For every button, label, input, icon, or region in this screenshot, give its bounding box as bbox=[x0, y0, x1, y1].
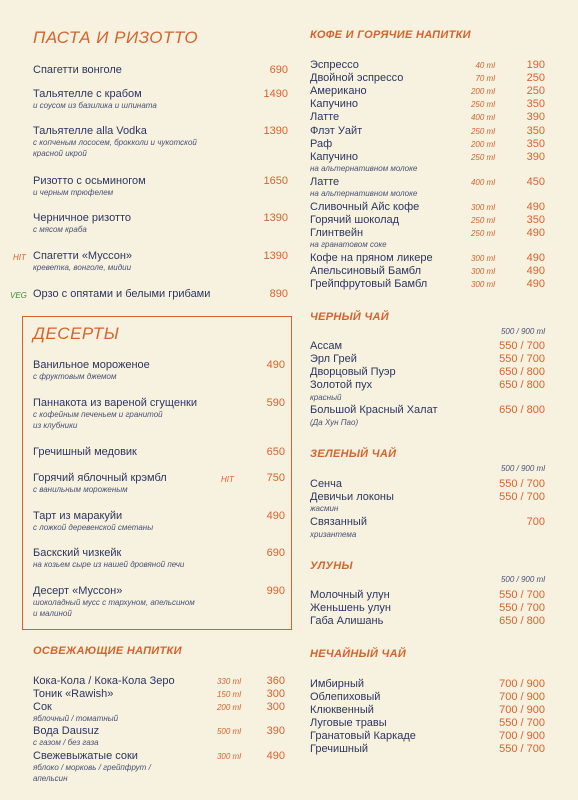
item-description: креветка, вонголе, мидии bbox=[33, 263, 132, 272]
veg-badge: VEG bbox=[10, 291, 27, 300]
item-price: 300 bbox=[266, 701, 285, 713]
drink-row bbox=[33, 675, 285, 688]
item-name: Эспрессо bbox=[310, 59, 359, 71]
item-name: Золотой пух bbox=[310, 379, 373, 391]
item-price: 350 bbox=[526, 98, 545, 110]
item-name: Тарт из маракуйи bbox=[33, 510, 123, 522]
menu-item bbox=[33, 250, 288, 274]
dessert-item bbox=[33, 446, 285, 459]
item-description: на альтернативном молоке bbox=[310, 189, 418, 198]
volume-header: 500 / 900 ml bbox=[500, 575, 545, 584]
item-volume: 400 ml bbox=[470, 178, 495, 187]
item-name: Латте bbox=[310, 176, 340, 188]
drink-row bbox=[33, 701, 285, 714]
item-name: Кока-Кола / Кока-Кола Зеро bbox=[33, 675, 175, 687]
item-name: Черничное ризотто bbox=[33, 212, 132, 224]
item-price: 1650 bbox=[263, 175, 288, 187]
item-price: 700 / 900 bbox=[499, 704, 545, 716]
menu-item bbox=[33, 88, 288, 112]
tea-row bbox=[310, 615, 545, 628]
item-name: Вода Dausuz bbox=[33, 725, 100, 737]
item-name: Гречишный медовик bbox=[33, 446, 137, 458]
item-name: Спагетти вонголе bbox=[33, 64, 122, 76]
item-price: 360 bbox=[266, 675, 285, 687]
item-price: 700 / 900 bbox=[499, 730, 545, 742]
item-volume: 300 ml bbox=[470, 203, 495, 212]
drink-row bbox=[310, 265, 545, 278]
item-price: 1390 bbox=[263, 212, 288, 224]
item-volume: 200 ml bbox=[470, 87, 495, 96]
dessert-item bbox=[33, 397, 285, 431]
item-volume: 300 ml bbox=[470, 267, 495, 276]
drink-row bbox=[310, 227, 545, 240]
item-description: яблочный / томатный bbox=[33, 714, 119, 723]
item-price: 490 bbox=[266, 359, 285, 371]
item-price: 650 / 800 bbox=[499, 366, 545, 378]
item-name: Клюквенный bbox=[310, 704, 374, 716]
item-price: 550 / 700 bbox=[499, 589, 545, 601]
item-name: Глинтвейн bbox=[310, 227, 364, 239]
item-volume: 150 ml bbox=[216, 690, 241, 699]
item-name: Большой Красный Халат bbox=[310, 404, 438, 416]
item-volume: 250 ml bbox=[470, 127, 495, 136]
item-price: 390 bbox=[526, 151, 545, 163]
item-description: с фруктовым джемом bbox=[33, 372, 117, 381]
drink-row bbox=[310, 59, 545, 72]
item-name: Десерт «Муссон» bbox=[33, 585, 123, 597]
item-description: с мясом краба bbox=[33, 225, 87, 234]
drink-row bbox=[310, 111, 545, 124]
tea-row bbox=[310, 516, 545, 529]
dessert-item bbox=[33, 472, 285, 496]
menu-item bbox=[33, 212, 288, 236]
item-description: с кофейным печеньем и гранитой bbox=[33, 410, 163, 419]
item-volume: 250 ml bbox=[470, 216, 495, 225]
drink-row bbox=[310, 151, 545, 164]
item-description: красный bbox=[310, 393, 342, 402]
tea-row bbox=[310, 717, 545, 730]
item-description-line2: из клубники bbox=[33, 420, 78, 430]
item-name: Гранатовый Каркаде bbox=[310, 730, 416, 742]
oolong-section-title: УЛУНЫ bbox=[310, 560, 353, 572]
menu-item bbox=[33, 175, 288, 199]
item-price: 1390 bbox=[263, 250, 288, 262]
item-volume: 250 ml bbox=[470, 229, 495, 238]
item-price: 390 bbox=[266, 725, 285, 737]
item-price: 300 bbox=[266, 688, 285, 700]
item-name: Тальятелле alla Vodka bbox=[33, 125, 147, 137]
item-name: Баскский чизкейк bbox=[33, 547, 122, 559]
item-description-line2: апельсин bbox=[33, 774, 68, 783]
item-name: Ванильное мороженое bbox=[33, 359, 150, 371]
item-name: Капучино bbox=[310, 98, 359, 110]
item-name: Сок bbox=[33, 701, 52, 713]
item-volume: 300 ml bbox=[216, 752, 241, 761]
item-description: на козьем сыре из нашей дровяной печи bbox=[33, 560, 185, 569]
tea-row bbox=[310, 491, 545, 504]
menu-item bbox=[33, 288, 288, 301]
item-description-line2: и малиной bbox=[33, 608, 72, 618]
item-description: с газом / без газа bbox=[33, 738, 99, 747]
black-tea-section-title: ЧЕРНЫЙ ЧАЙ bbox=[310, 311, 390, 323]
item-price: 490 bbox=[526, 278, 545, 290]
item-price: 350 bbox=[526, 138, 545, 150]
item-description: жасмин bbox=[310, 504, 339, 513]
item-volume: 400 ml bbox=[470, 113, 495, 122]
item-description: на гранатовом соке bbox=[310, 240, 387, 249]
item-price: 550 / 700 bbox=[499, 717, 545, 729]
item-volume: 330 ml bbox=[216, 677, 241, 686]
item-volume: 250 ml bbox=[470, 100, 495, 109]
item-price: 550 / 700 bbox=[499, 340, 545, 352]
dessert-item bbox=[33, 547, 285, 571]
herbal-tea-section-title: НЕЧАЙНЫЙ ЧАЙ bbox=[310, 648, 407, 660]
item-name: Грейпфрутовый Бамбл bbox=[310, 278, 428, 290]
tea-row bbox=[310, 340, 545, 353]
item-name: Луговые травы bbox=[310, 717, 387, 729]
item-price: 700 / 900 bbox=[499, 691, 545, 703]
item-description: на альтернативном молоке bbox=[310, 164, 418, 173]
item-name: Кофе на пряном ликере bbox=[310, 252, 433, 264]
item-name: Апельсиновый Бамбл bbox=[310, 265, 421, 277]
item-volume: 40 ml bbox=[475, 61, 495, 70]
item-price: 650 bbox=[266, 446, 285, 458]
item-price: 490 bbox=[526, 227, 545, 239]
dessert-item bbox=[33, 585, 285, 619]
item-volume: 500 ml bbox=[216, 727, 241, 736]
item-price: 390 bbox=[526, 111, 545, 123]
item-name: Женьшень улун bbox=[310, 602, 392, 614]
pasta-section-title: ПАСТА И РИЗОТТО bbox=[33, 28, 199, 47]
tea-row bbox=[310, 704, 545, 717]
tea-row bbox=[310, 678, 545, 691]
drink-row bbox=[310, 138, 545, 151]
item-name: Связанный bbox=[310, 516, 367, 528]
drink-row bbox=[33, 688, 285, 701]
item-price: 550 / 700 bbox=[499, 743, 545, 755]
item-description: яблоко / морковь / грейпфрут / bbox=[33, 763, 151, 772]
green-tea-section-title: ЗЕЛЕНЫЙ ЧАЙ bbox=[310, 448, 397, 460]
item-price: 490 bbox=[526, 201, 545, 213]
tea-row bbox=[310, 379, 545, 392]
item-name: Латте bbox=[310, 111, 340, 123]
item-volume: 200 ml bbox=[216, 703, 241, 712]
item-price: 700 / 900 bbox=[499, 678, 545, 690]
drink-row bbox=[310, 278, 545, 291]
item-price: 990 bbox=[266, 585, 285, 597]
item-volume: 300 ml bbox=[470, 254, 495, 263]
drink-row bbox=[310, 98, 545, 111]
tea-row bbox=[310, 353, 545, 366]
item-name: Сливочный Айс кофе bbox=[310, 201, 420, 213]
item-price: 350 bbox=[526, 214, 545, 226]
desserts-section-title: ДЕСЕРТЫ bbox=[33, 324, 120, 343]
item-name: Раф bbox=[310, 138, 333, 150]
drink-row bbox=[310, 72, 545, 85]
item-price: 350 bbox=[526, 125, 545, 137]
item-name: Паннакота из вареной сгущенки bbox=[33, 397, 197, 409]
tea-row bbox=[310, 730, 545, 743]
item-name: Флэт Уайт bbox=[310, 125, 363, 137]
item-price: 690 bbox=[266, 547, 285, 559]
item-description: с ванильным мороженым bbox=[33, 485, 128, 494]
item-price: 250 bbox=[526, 85, 545, 97]
item-price: 190 bbox=[526, 59, 545, 71]
item-name: Ассам bbox=[310, 340, 343, 352]
item-name: Орзо с опятами и белыми грибами bbox=[33, 288, 211, 300]
hit-badge: HIT bbox=[13, 253, 26, 262]
menu-item bbox=[33, 125, 288, 159]
drink-row bbox=[310, 214, 545, 227]
item-name: Горячий шоколад bbox=[310, 214, 400, 226]
item-price: 490 bbox=[526, 252, 545, 264]
item-name: Горячий яблочный крэмбл bbox=[33, 472, 167, 484]
item-description: и черным трюфелем bbox=[33, 188, 114, 197]
item-price: 550 / 700 bbox=[499, 478, 545, 490]
drink-row bbox=[310, 125, 545, 138]
item-name: Капучино bbox=[310, 151, 359, 163]
item-price: 700 bbox=[526, 516, 545, 528]
item-price: 590 bbox=[266, 397, 285, 409]
item-description: шоколадный мусс с тархуном, апельсином bbox=[33, 598, 195, 607]
item-price: 650 / 800 bbox=[499, 379, 545, 391]
item-name: Облепиховый bbox=[310, 691, 381, 703]
item-description-line2: красной икрой bbox=[33, 148, 87, 158]
item-name: Эрл Грей bbox=[310, 353, 357, 365]
item-price: 550 / 700 bbox=[499, 491, 545, 503]
item-volume: 200 ml bbox=[470, 140, 495, 149]
volume-header: 500 / 900 ml bbox=[500, 464, 545, 473]
item-price: 690 bbox=[269, 64, 288, 76]
item-name: Свежевыжатые соки bbox=[33, 750, 138, 762]
item-name: Девичьи локоны bbox=[310, 491, 394, 503]
tea-row bbox=[310, 404, 545, 417]
coffee-section-title: КОФЕ И ГОРЯЧИЕ НАПИТКИ bbox=[310, 29, 471, 41]
drink-row bbox=[310, 252, 545, 265]
dessert-item bbox=[33, 510, 285, 534]
item-description: и соусом из базилика и шпината bbox=[33, 101, 157, 110]
item-description: хризантема bbox=[310, 530, 357, 539]
soft-drinks-section-title: ОСВЕЖАЮЩИЕ НАПИТКИ bbox=[33, 645, 182, 657]
item-price: 250 bbox=[526, 72, 545, 84]
item-price: 490 bbox=[266, 750, 285, 762]
tea-row bbox=[310, 602, 545, 615]
item-name: Двойной эспрессо bbox=[310, 72, 404, 84]
item-name: Ризотто с осьминогом bbox=[33, 175, 146, 187]
item-name: Гречишный bbox=[310, 743, 369, 755]
item-price: 490 bbox=[266, 510, 285, 522]
volume-header: 500 / 900 ml bbox=[500, 327, 545, 336]
tea-row bbox=[310, 478, 545, 491]
tea-row bbox=[310, 691, 545, 704]
item-name: Имбирный bbox=[310, 678, 365, 690]
item-volume: 70 ml bbox=[475, 74, 495, 83]
item-name: Тоник «Rawish» bbox=[33, 688, 114, 700]
drink-row bbox=[310, 85, 545, 98]
tea-row bbox=[310, 366, 545, 379]
item-price: 1390 bbox=[263, 125, 288, 137]
item-volume: 250 ml bbox=[470, 153, 495, 162]
item-price: 450 bbox=[526, 176, 545, 188]
item-price: 890 bbox=[269, 288, 288, 300]
tea-row bbox=[310, 743, 545, 756]
item-name: Спагетти «Муссон» bbox=[33, 250, 133, 262]
drink-row bbox=[33, 750, 285, 763]
item-price: 650 / 800 bbox=[499, 615, 545, 627]
item-price: 750 bbox=[266, 472, 285, 484]
item-price: 550 / 700 bbox=[499, 602, 545, 614]
dessert-item bbox=[33, 359, 285, 383]
item-description: (Да Хун Пао) bbox=[310, 418, 359, 427]
drink-row bbox=[33, 725, 285, 738]
item-name: Американо bbox=[310, 85, 367, 97]
item-name: Тальятелле с крабом bbox=[33, 88, 142, 100]
item-price: 490 bbox=[526, 265, 545, 277]
drink-row bbox=[310, 176, 545, 189]
item-name: Дворцовый Пуэр bbox=[310, 366, 396, 378]
item-price: 550 / 700 bbox=[499, 353, 545, 365]
item-volume: 300 ml bbox=[470, 280, 495, 289]
item-name: Габа Алишань bbox=[310, 615, 384, 627]
item-description: с ложкой деревенской сметаны bbox=[33, 523, 154, 532]
item-name: Молочный улун bbox=[310, 589, 390, 601]
hit-badge: HIT bbox=[221, 475, 234, 484]
item-description: с копченым лососем, брокколи и чукотской bbox=[33, 138, 197, 147]
drink-row bbox=[310, 201, 545, 214]
menu-item bbox=[33, 64, 288, 77]
item-name: Сенча bbox=[310, 478, 342, 490]
item-price: 650 / 800 bbox=[499, 404, 545, 416]
tea-row bbox=[310, 589, 545, 602]
item-price: 1490 bbox=[263, 88, 288, 100]
